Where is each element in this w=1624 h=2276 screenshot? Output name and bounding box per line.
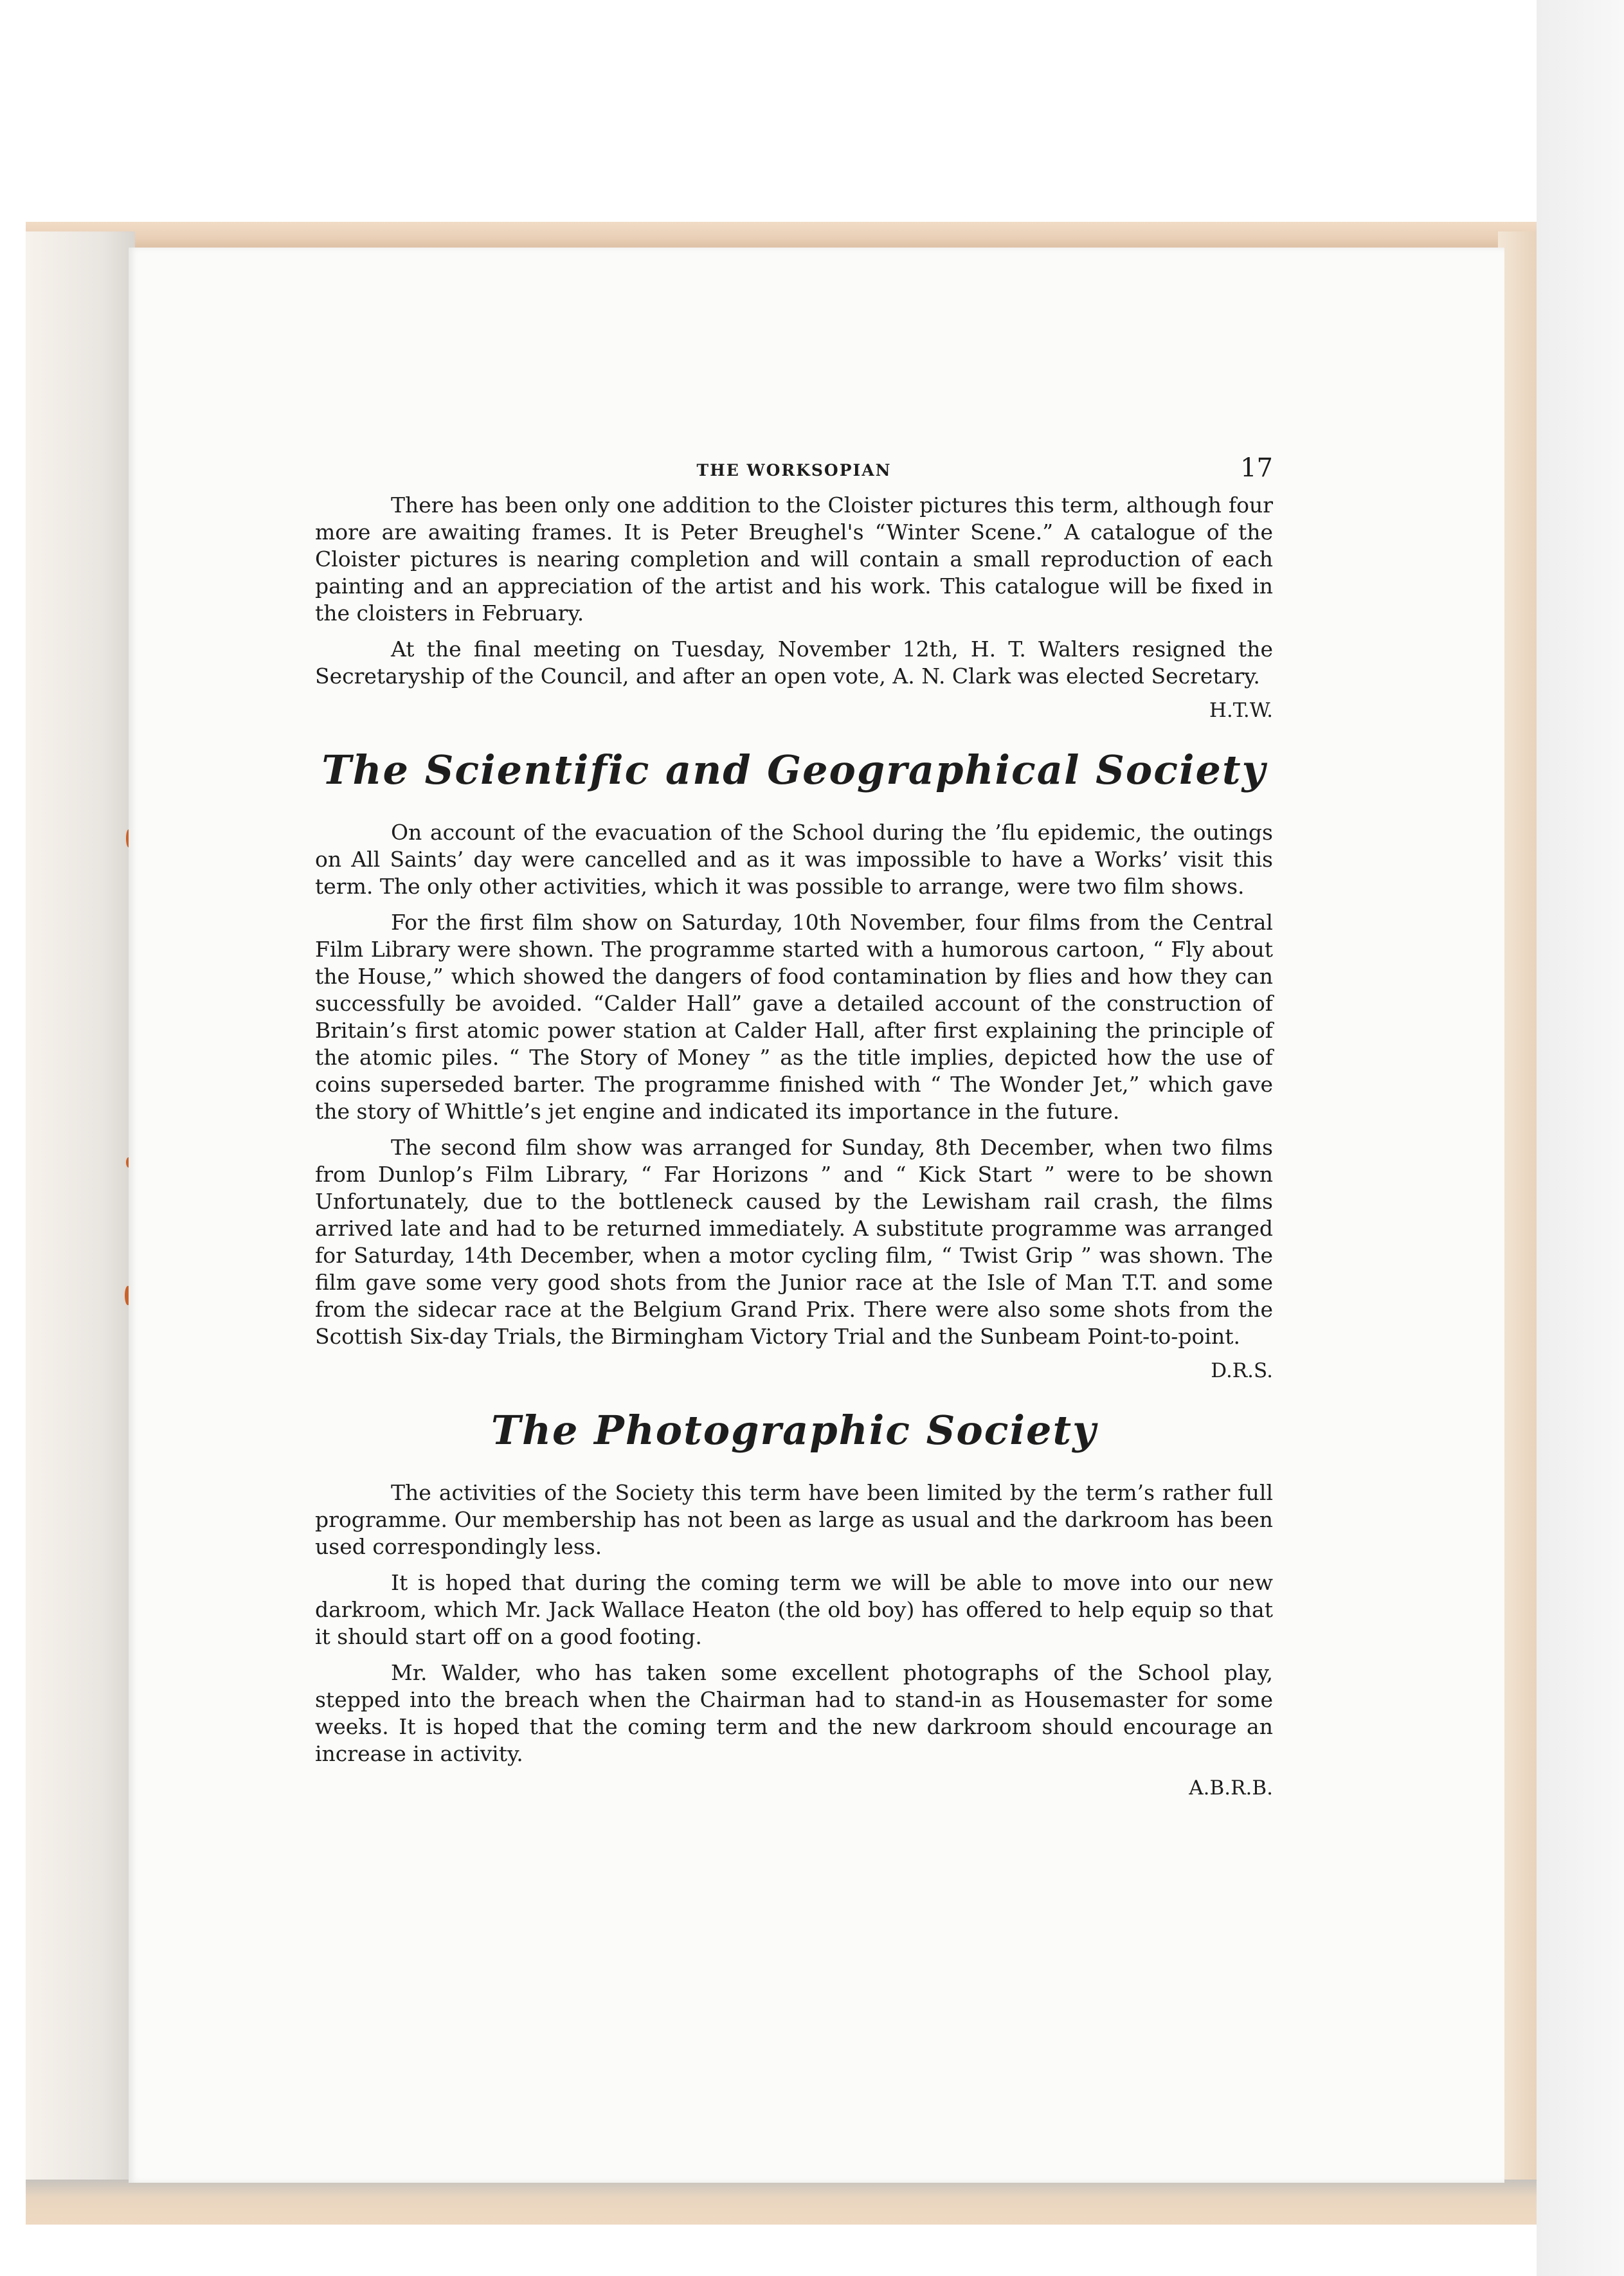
book-edge-top [26,222,1537,249]
signature: A.B.R.B. [1189,1776,1273,1800]
scan-background [0,0,1624,231]
running-head [315,453,1273,492]
paragraph: On account of the evacuation of the School during the ’flu epidemic, the outings on All Saints’ day were cancelled and as it was impossible to have a Works’ visit this term. The only other activities, which it was possible to arrange, were two film shows. [315,820,1273,899]
intro-section [315,492,1273,722]
paragraph: Mr. Walder, who has taken some excellent photographs of the School play, stepped into the breach when the Chairman had to stand-in as Housemaster for some weeks. It is hoped that the coming term and the new darkroom should encourage an increase in activity. [315,1660,1273,1766]
page-content [315,453,1273,1812]
journal-title: THE WORKSOPIAN [696,461,892,480]
section-photographic [315,1407,1273,1800]
section-title: The Scientific and Geographical Society [321,746,1267,793]
paragraph: There has been only one addition to the Cloister pictures this term, although four more are awaiting frames. It is Peter Breughel's “Winter Scene.” A catalogue of the Cloister pictures is nearing completion and will contain a small reproduction of each painting and an appreciation of the artist and his work. This catalogue will be fixed in the cloisters in February. [315,492,1273,626]
book-edge-bottom [26,2180,1537,2225]
book-spine-edge [26,231,135,2199]
section-title: The Photographic Society [491,1407,1097,1454]
paragraph: The activities of the Society this term have been limited by the term’s rather full programme. Our membership has not been as large as usual and the darkroom has been used correspondingly less. [315,1480,1273,1559]
page [129,248,1504,2183]
section-scientific-geographical [315,746,1273,1382]
paragraph: It is hoped that during the coming term we will be able to move into our new darkroom, which Mr. Jack Wallace Heaton (the old boy) has offered to help equip so that it should start off on a good footing. [315,1570,1273,1649]
paragraph: The second film show was arranged for Sunday, 8th December, when two films from Dunlop’s Film Library, “ Far Horizons ” and “ Kick Start ” were to be shown Unfortunately, due to the bottleneck caused by the Lewisham rail crash, the films arrived late and had to be returned immediately. A substitute programme was arranged for Saturday, 14th December, when a motor cycling film, “ Twist Grip ” was shown. The film gave some very good shots from the Junior race at the Isle of Man T.T. and some from the sidecar race at the Belgium Grand Prix. There were also some shots from the Scottish Six-day Trials, the Birmingham Victory Trial and the Sunbeam Point-to-point. [315,1135,1273,1349]
signature: D.R.S. [1211,1359,1273,1382]
paragraph: At the final meeting on Tuesday, November 12th, H. T. Walters resigned the Secretaryship of the Council, and after an open vote, A. N. Clark was elected Secretary. [315,637,1273,689]
paragraph: For the first film show on Saturday, 10th November, four films from the Central Film Library were shown. The programme started with a humorous cartoon, “ Fly about the House,” which showed the dangers of food contamination by flies and how they can successfully be avoided. “Calder Hall” gave a detailed account of the construction of Britain’s first atomic power station at Calder Hall, after first explaining the principle of the atomic piles. “ The Story of Money ” as the title implies, depicted how the use of coins superseded barter. The programme finished with “ The Wonder Jet,” which gave the story of Whittle’s jet engine and indicated its importance in the future. [315,910,1273,1124]
signature: H.T.W. [1209,699,1273,722]
page-number: 17 [1240,453,1273,483]
scanner-gutter [1537,0,1624,2276]
